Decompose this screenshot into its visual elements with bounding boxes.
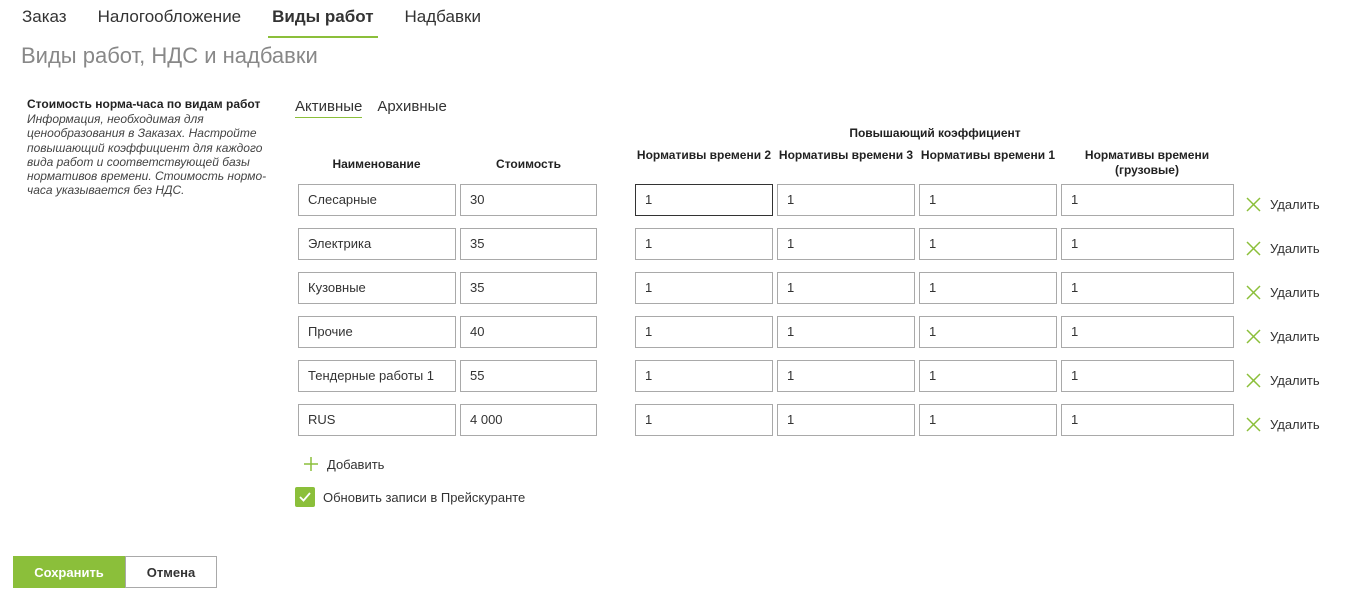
- table-row: [0, 228, 1355, 260]
- column-header-norm1: Нормативы времени 1: [920, 148, 1056, 162]
- close-icon: [1245, 372, 1262, 389]
- tab-order[interactable]: Заказ: [22, 7, 67, 26]
- update-pricelist-label: Обновить записи в Прейскуранте: [323, 489, 526, 505]
- delete-button[interactable]: [1245, 194, 1320, 214]
- norm-cargo-input[interactable]: 1: [1061, 316, 1234, 348]
- norm1-input[interactable]: 1: [919, 404, 1057, 436]
- plus-icon: [303, 456, 319, 472]
- norm-cargo-input[interactable]: 1: [1061, 272, 1234, 304]
- delete-label: Удалить: [1270, 196, 1320, 212]
- close-icon: [1245, 196, 1262, 213]
- column-header-name: Наименование: [332, 157, 421, 171]
- column-header-norm-cargo: Нормативы времени (грузовые): [1084, 148, 1210, 177]
- cancel-button[interactable]: Отмена: [125, 556, 217, 588]
- delete-button[interactable]: [1245, 414, 1320, 434]
- name-input[interactable]: Прочие: [298, 316, 456, 348]
- add-label: Добавить: [327, 456, 385, 472]
- delete-button[interactable]: [1245, 370, 1320, 390]
- norm1-input[interactable]: 1: [919, 184, 1057, 216]
- norm2-input[interactable]: 1: [635, 184, 773, 216]
- update-pricelist-checkbox[interactable]: [295, 487, 315, 507]
- norm1-input[interactable]: 1: [919, 360, 1057, 392]
- close-icon: [1245, 240, 1262, 257]
- table-row: [0, 184, 1355, 216]
- delete-button[interactable]: [1245, 326, 1320, 346]
- norm2-input[interactable]: 1: [635, 228, 773, 260]
- norm-cargo-input[interactable]: 1: [1061, 360, 1234, 392]
- delete-label: Удалить: [1270, 416, 1320, 432]
- tab-surcharges[interactable]: Надбавки: [404, 7, 481, 26]
- tab-taxation[interactable]: Налогообложение: [97, 7, 242, 26]
- cost-input[interactable]: 55: [460, 360, 597, 392]
- sub-tab-archived[interactable]: Архивные: [377, 98, 447, 115]
- add-button[interactable]: [303, 456, 384, 472]
- check-icon: [298, 490, 312, 504]
- norm-cargo-input[interactable]: 1: [1061, 184, 1234, 216]
- table-row: [0, 316, 1355, 348]
- name-input[interactable]: Электрика: [298, 228, 456, 260]
- norm1-input[interactable]: 1: [919, 272, 1057, 304]
- norm3-input[interactable]: 1: [777, 316, 915, 348]
- norm3-input[interactable]: 1: [777, 360, 915, 392]
- coefficient-group-header: Повышающий коэффициент: [849, 126, 1021, 140]
- column-header-norm3: Нормативы времени 3: [778, 148, 914, 162]
- cost-input[interactable]: 35: [460, 228, 597, 260]
- delete-label: Удалить: [1270, 284, 1320, 300]
- table-row: [0, 272, 1355, 304]
- cost-input[interactable]: 4 000: [460, 404, 597, 436]
- close-icon: [1245, 416, 1262, 433]
- name-input[interactable]: Тендерные работы 1: [298, 360, 456, 392]
- norm2-input[interactable]: 1: [635, 316, 773, 348]
- column-header-cost: Стоимость: [496, 157, 561, 171]
- name-input[interactable]: Кузовные: [298, 272, 456, 304]
- delete-button[interactable]: [1245, 282, 1320, 302]
- norm1-input[interactable]: 1: [919, 228, 1057, 260]
- norm3-input[interactable]: 1: [777, 184, 915, 216]
- update-pricelist-option: [295, 487, 525, 507]
- page-title: Виды работ, НДС и надбавки: [21, 43, 318, 68]
- side-description: Информация, необходимая для ценообразования в Заказах. Настройте повышающий коэффициент для каждого вида работ и соответствующей базы нормативов времени. Стоимость нормо-часа указывается без НДС.: [27, 112, 267, 198]
- top-tabs: [22, 6, 512, 38]
- norm2-input[interactable]: 1: [635, 360, 773, 392]
- cost-input[interactable]: 30: [460, 184, 597, 216]
- table-row: [0, 360, 1355, 392]
- norm-cargo-input[interactable]: 1: [1061, 404, 1234, 436]
- sub-tabs: [295, 97, 462, 118]
- name-input[interactable]: Слесарные: [298, 184, 456, 216]
- side-info: [27, 97, 277, 198]
- norm3-input[interactable]: 1: [777, 272, 915, 304]
- side-title: Стоимость норма-часа по видам работ: [27, 97, 261, 111]
- delete-label: Удалить: [1270, 240, 1320, 256]
- norm2-input[interactable]: 1: [635, 272, 773, 304]
- save-button[interactable]: Сохранить: [13, 556, 125, 588]
- norm1-input[interactable]: 1: [919, 316, 1057, 348]
- close-icon: [1245, 284, 1262, 301]
- norm-cargo-input[interactable]: 1: [1061, 228, 1234, 260]
- table-row: [0, 404, 1355, 436]
- sub-tab-active[interactable]: Активные: [295, 97, 362, 118]
- norm2-input[interactable]: 1: [635, 404, 773, 436]
- cost-input[interactable]: 40: [460, 316, 597, 348]
- delete-button[interactable]: [1245, 238, 1320, 258]
- delete-label: Удалить: [1270, 328, 1320, 344]
- norm3-input[interactable]: 1: [777, 404, 915, 436]
- column-header-norm2: Нормативы времени 2: [636, 148, 772, 162]
- name-input[interactable]: RUS: [298, 404, 456, 436]
- delete-label: Удалить: [1270, 372, 1320, 388]
- norm3-input[interactable]: 1: [777, 228, 915, 260]
- cost-input[interactable]: 35: [460, 272, 597, 304]
- close-icon: [1245, 328, 1262, 345]
- tab-work-types[interactable]: Виды работ: [268, 6, 377, 38]
